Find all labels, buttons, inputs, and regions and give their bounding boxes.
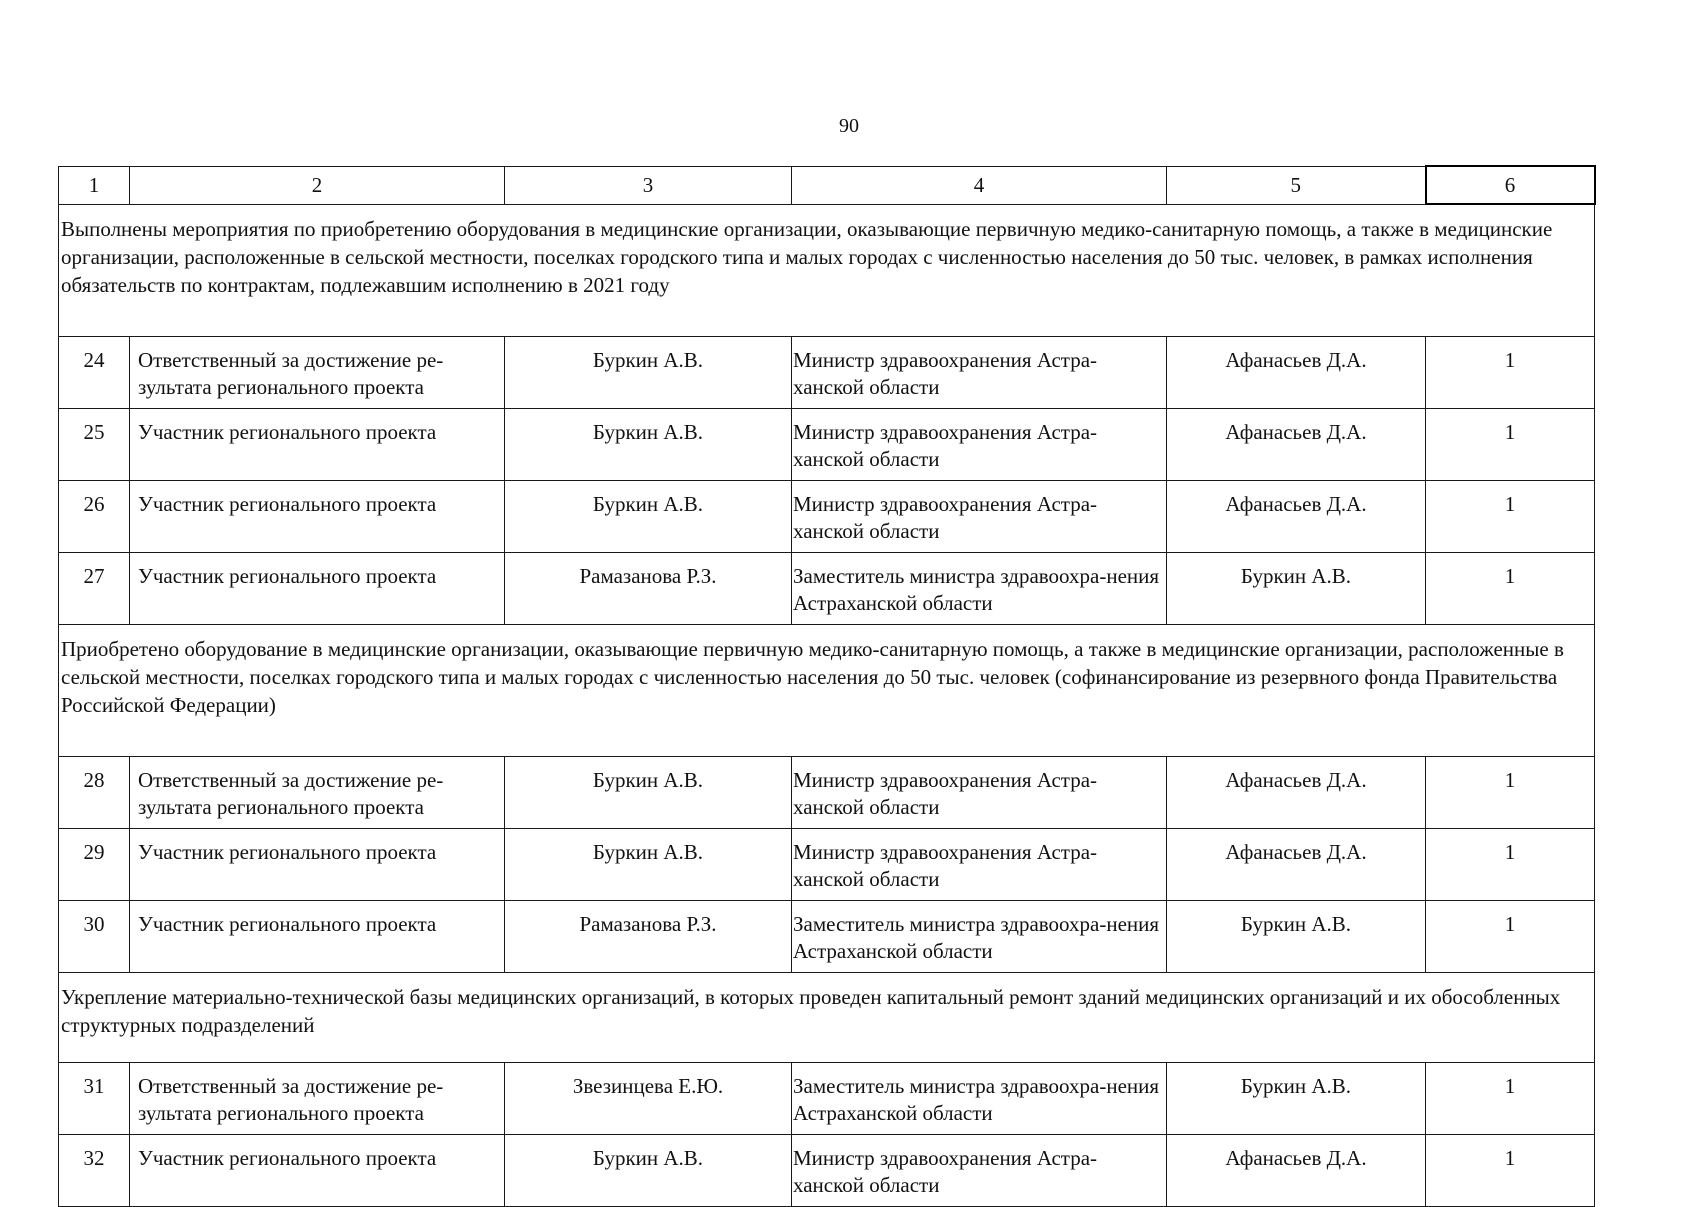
table-row: [59, 757, 1595, 829]
table-row: [59, 829, 1595, 901]
count-cell[interactable]: 1: [1426, 337, 1595, 409]
role-cell[interactable]: Ответственный за достижение ре-зультата регионального проекта: [130, 1063, 505, 1135]
count-cell[interactable]: 1: [1426, 1063, 1595, 1135]
row-number[interactable]: 32: [59, 1135, 130, 1207]
supervisor-cell[interactable]: Буркин А.В.: [1167, 553, 1426, 625]
role-cell[interactable]: Участник регионального проекта: [130, 553, 505, 625]
person-cell[interactable]: Звезинцева Е.Ю.: [505, 1063, 792, 1135]
role-cell[interactable]: Участник регионального проекта: [130, 481, 505, 553]
person-cell[interactable]: Буркин А.В.: [505, 1135, 792, 1207]
role-cell[interactable]: Ответственный за достижение ре-зультата регионального проекта: [130, 337, 505, 409]
section-header-row: [59, 204, 1595, 337]
section-header-row: [59, 973, 1595, 1063]
column-number-cell[interactable]: 2: [130, 166, 505, 204]
column-number-cell[interactable]: 5: [1167, 166, 1426, 204]
person-cell[interactable]: Буркин А.В.: [505, 409, 792, 481]
role-cell[interactable]: Участник регионального проекта: [130, 1135, 505, 1207]
count-cell[interactable]: 1: [1426, 829, 1595, 901]
row-number[interactable]: 27: [59, 553, 130, 625]
column-number-cell[interactable]: 1: [59, 166, 130, 204]
table-row: [59, 1063, 1595, 1135]
supervisor-cell[interactable]: Буркин А.В.: [1167, 901, 1426, 973]
person-cell[interactable]: Рамазанова Р.З.: [505, 901, 792, 973]
row-number[interactable]: 26: [59, 481, 130, 553]
section-header-row: [59, 625, 1595, 757]
column-number-row: [59, 166, 1595, 204]
count-cell[interactable]: 1: [1426, 901, 1595, 973]
table-row: [59, 481, 1595, 553]
section-title[interactable]: Выполнены мероприятия по приобретению оборудования в медицинские организации, оказывающие первичную медико-санитарную помощь, а также в медицинские организации, расположенные в сельской местности, поселках городского типа и малых городах с численностью населения до 50 тыс. человек, в рамках исполнения обязательств по контрактам, подлежавшим исполнению в 2021 году: [59, 204, 1595, 337]
count-cell[interactable]: 1: [1426, 1135, 1595, 1207]
row-number[interactable]: 25: [59, 409, 130, 481]
person-cell[interactable]: Буркин А.В.: [505, 481, 792, 553]
column-number-cell[interactable]: 3: [505, 166, 792, 204]
column-number-cell-selected[interactable]: 6: [1426, 166, 1595, 204]
position-cell[interactable]: Заместитель министра здравоохра-нения Астраханской области: [792, 1063, 1167, 1135]
row-number[interactable]: 28: [59, 757, 130, 829]
section-title[interactable]: Укрепление материально-технической базы медицинских организаций, в которых проведен капитальный ремонт зданий медицинских организаций и их обособленных структурных подразделений: [59, 973, 1595, 1063]
role-cell[interactable]: Участник регионального проекта: [130, 901, 505, 973]
count-cell[interactable]: 1: [1426, 757, 1595, 829]
position-cell[interactable]: Министр здравоохранения Астра-ханской области: [792, 337, 1167, 409]
position-cell[interactable]: Заместитель министра здравоохра-нения Астраханской области: [792, 553, 1167, 625]
position-cell[interactable]: Министр здравоохранения Астра-ханской области: [792, 1135, 1167, 1207]
responsibility-table: [58, 165, 1596, 1207]
person-cell[interactable]: Буркин А.В.: [505, 829, 792, 901]
person-cell[interactable]: Рамазанова Р.З.: [505, 553, 792, 625]
person-cell[interactable]: Буркин А.В.: [505, 757, 792, 829]
row-number[interactable]: 29: [59, 829, 130, 901]
position-cell[interactable]: Министр здравоохранения Астра-ханской области: [792, 829, 1167, 901]
row-number[interactable]: 30: [59, 901, 130, 973]
role-cell[interactable]: Ответственный за достижение ре-зультата регионального проекта: [130, 757, 505, 829]
page-number: 90: [839, 115, 859, 137]
table-row: [59, 1135, 1595, 1207]
supervisor-cell[interactable]: Буркин А.В.: [1167, 1063, 1426, 1135]
supervisor-cell[interactable]: Афанасьев Д.А.: [1167, 481, 1426, 553]
row-number[interactable]: 31: [59, 1063, 130, 1135]
count-cell[interactable]: 1: [1426, 553, 1595, 625]
position-cell[interactable]: Министр здравоохранения Астра-ханской области: [792, 481, 1167, 553]
table-row: [59, 553, 1595, 625]
supervisor-cell[interactable]: Афанасьев Д.А.: [1167, 829, 1426, 901]
table-row: [59, 901, 1595, 973]
role-cell[interactable]: Участник регионального проекта: [130, 409, 505, 481]
role-cell[interactable]: Участник регионального проекта: [130, 829, 505, 901]
column-number-cell[interactable]: 4: [792, 166, 1167, 204]
row-number[interactable]: 24: [59, 337, 130, 409]
section-title[interactable]: Приобретено оборудование в медицинские организации, оказывающие первичную медико-санитарную помощь, а также в медицинские организации, расположенные в сельской местности, поселках городского типа и малых городах с численностью населения до 50 тыс. человек (софинансирование из резервного фонда Правительства Российской Федерации): [59, 625, 1595, 757]
position-cell[interactable]: Министр здравоохранения Астра-ханской области: [792, 757, 1167, 829]
person-cell[interactable]: Буркин А.В.: [505, 337, 792, 409]
supervisor-cell[interactable]: Афанасьев Д.А.: [1167, 1135, 1426, 1207]
supervisor-cell[interactable]: Афанасьев Д.А.: [1167, 337, 1426, 409]
position-cell[interactable]: Заместитель министра здравоохра-нения Астраханской области: [792, 901, 1167, 973]
count-cell[interactable]: 1: [1426, 409, 1595, 481]
count-cell[interactable]: 1: [1426, 481, 1595, 553]
supervisor-cell[interactable]: Афанасьев Д.А.: [1167, 757, 1426, 829]
table-row: [59, 409, 1595, 481]
position-cell[interactable]: Министр здравоохранения Астра-ханской области: [792, 409, 1167, 481]
supervisor-cell[interactable]: Афанасьев Д.А.: [1167, 409, 1426, 481]
table-row: [59, 337, 1595, 409]
